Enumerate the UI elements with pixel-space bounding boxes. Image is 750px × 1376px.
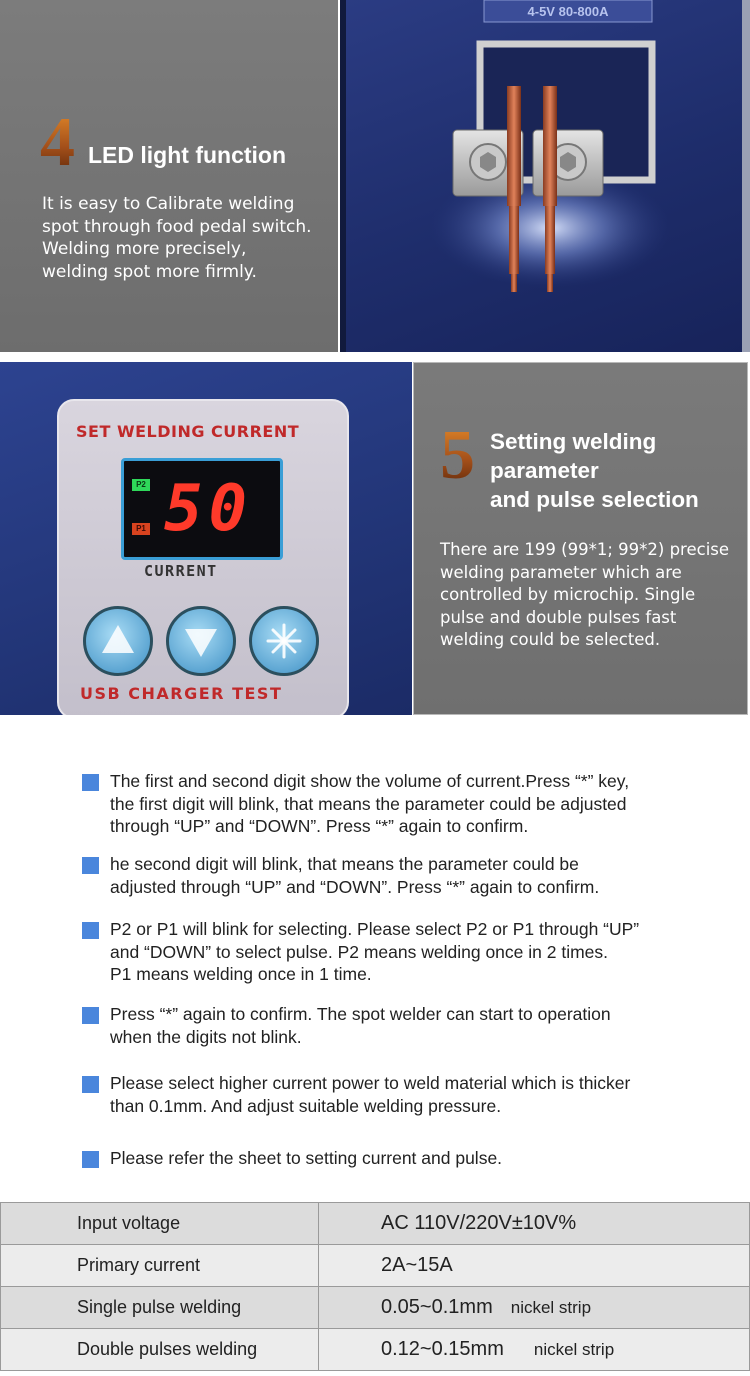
pulse-body-line: pulse and double pulses fast <box>440 607 677 627</box>
pulse-section-body <box>440 539 729 652</box>
led-text-panel <box>0 0 338 352</box>
blue-square-bullet-icon <box>82 1007 99 1024</box>
section-number-4: 4 <box>40 104 75 181</box>
table-row <box>1 1287 750 1329</box>
table-row <box>1 1203 750 1245</box>
welder-probe-illustration <box>340 0 750 352</box>
pulse-body-line: There are 199 (99*1; 99*2) precise <box>440 540 730 559</box>
spec-value <box>319 1245 750 1287</box>
section-led-light <box>0 0 750 352</box>
spec-label: Single pulse welding <box>1 1287 319 1329</box>
led-body-line: It is easy to Calibrate welding <box>42 194 295 214</box>
up-arrow-icon <box>86 609 150 673</box>
pulse-title-line: Setting welding <box>490 429 657 454</box>
welder-probe-photo <box>340 0 750 352</box>
down-arrow-icon <box>169 609 233 673</box>
instruction-item: he second digit will blink, that means the parameter could be adjusted through “UP” and “DOWN”. Press “*” again to confirm. <box>82 853 712 898</box>
instruction-item: Please refer the sheet to setting current and pulse. <box>82 1147 712 1170</box>
blue-square-bullet-icon <box>82 922 99 939</box>
led-section-title: LED light function <box>88 142 287 168</box>
pulse-title-line: parameter <box>490 458 599 483</box>
spec-value-text: AC 110V/220V±10V% <box>381 1212 577 1234</box>
current-value-display: 50 <box>164 472 254 546</box>
spec-value-text: 2A~15A <box>381 1254 453 1276</box>
spec-value-text: 0.05~0.1mm <box>381 1296 493 1318</box>
led-body-line: Welding more precisely, <box>42 239 247 259</box>
device-rating-label: 4-5V 80-800A <box>527 4 609 19</box>
spec-value-text: 0.12~0.15mm <box>381 1338 504 1360</box>
led-body-line: welding spot more firmly. <box>42 261 257 282</box>
led-body-line: spot through food pedal switch. <box>42 216 312 237</box>
pulse-body-line: welding could be selected. <box>440 630 661 649</box>
led-section-body <box>42 193 312 283</box>
down-button[interactable] <box>166 606 236 676</box>
instruction-item: Press “*” again to confirm. The spot welder can start to operation when the digits not blink. <box>82 1003 712 1048</box>
asterisk-icon <box>252 609 316 673</box>
spec-unit: nickel strip <box>510 1298 592 1317</box>
table-row <box>1 1329 750 1371</box>
blue-square-bullet-icon <box>82 1076 99 1093</box>
blue-square-bullet-icon <box>82 857 99 874</box>
spec-table <box>0 1202 750 1371</box>
spec-label: Double pulses welding <box>1 1329 319 1371</box>
blue-square-bullet-icon <box>82 1151 99 1168</box>
spec-value <box>319 1203 750 1245</box>
spec-label: Primary current <box>1 1245 319 1287</box>
control-panel-photo <box>0 362 412 715</box>
spec-unit: nickel strip <box>533 1340 615 1359</box>
p1-indicator: P1 <box>132 523 150 535</box>
pulse-body-line: controlled by microchip. Single <box>440 585 696 604</box>
blue-square-bullet-icon <box>82 774 99 791</box>
section-number-5: 5 <box>440 417 475 494</box>
led-display <box>121 458 283 560</box>
spec-value <box>319 1287 750 1329</box>
star-button[interactable] <box>249 606 319 676</box>
set-welding-current-label: SET WELDING CURRENT <box>76 422 300 441</box>
up-button[interactable] <box>83 606 153 676</box>
spec-value <box>319 1329 750 1371</box>
pulse-section-title <box>490 427 699 514</box>
pulse-body-line: welding parameter which are <box>440 562 682 582</box>
table-row <box>1 1245 750 1287</box>
pulse-title-line: and pulse selection <box>490 487 699 512</box>
pulse-text-panel <box>413 362 748 715</box>
spec-label: Input voltage <box>1 1203 319 1245</box>
instruction-item: The first and second digit show the volume of current.Press “*” key, the first digit will blink, that means the parameter could be adjusted through “UP” and “DOWN”. Press “*” again to confirm. <box>82 770 712 838</box>
current-label: CURRENT <box>144 562 218 580</box>
usb-charger-test-label: USB CHARGER TEST <box>80 684 283 703</box>
instruction-item: Please select higher current power to weld material which is thicker than 0.1mm. And adjust suitable welding pressure. <box>82 1072 712 1117</box>
instruction-item: P2 or P1 will blink for selecting. Please select P2 or P1 through “UP” and “DOWN” to select pulse. P2 means welding once in 2 times. P1 means welding once in 1 time. <box>82 918 712 986</box>
p2-indicator: P2 <box>132 479 150 491</box>
